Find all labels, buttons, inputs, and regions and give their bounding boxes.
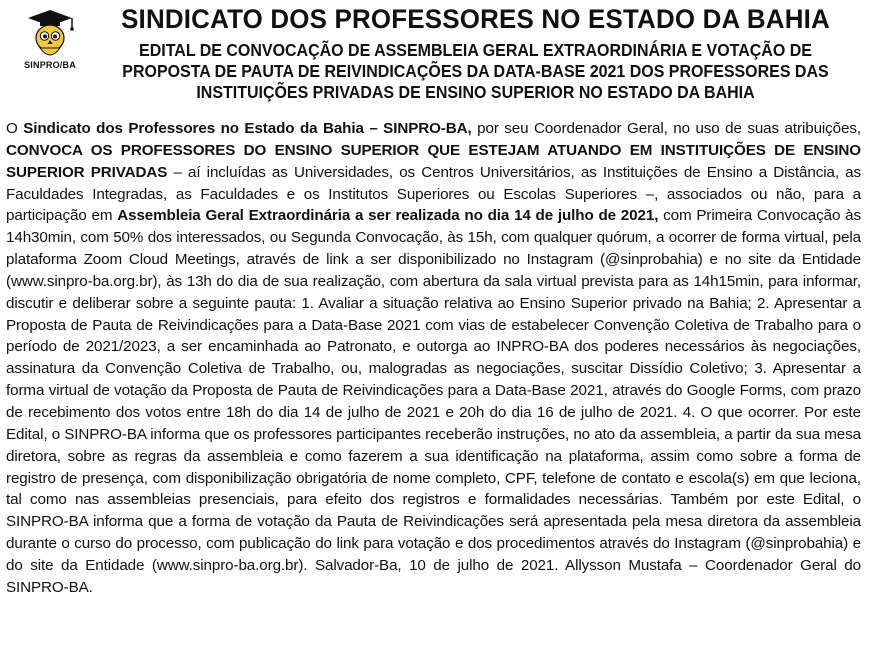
body-text: O bbox=[6, 120, 24, 137]
edital-body-text bbox=[6, 118, 861, 599]
body-bold-text: CONVOCA OS PROFESSORES DO ENSINO SUPERIOR QUE ESTEJAM ATUANDO EM INSTITUIÇÕES DE ENSINO SUPERIOR PRIVADAS bbox=[6, 141, 861, 181]
owl-mascot-icon bbox=[14, 8, 86, 62]
subtitle-line: EDITAL DE CONVOCAÇÃO DE ASSEMBLEIA GERAL EXTRAORDINÁRIA E VOTAÇÃO DE bbox=[139, 40, 812, 60]
body-text: por seu Coordenador Geral, no uso de suas atribuições, bbox=[471, 120, 861, 137]
body-text: com Primeira Convocação às 14h30min, com 50% dos interessados, ou Segunda Convocação, às 15h, com qualquer quórum, a ocorrer de forma virtual, pela plataforma Zoom Cloud Meetings, através de link a ser disponibilizado no Instagram (@sinprobahia) e no site da Entidade (www.sinpro-ba.org.br), às 13h do dia de sua realização, com abertura da sala virtual prevista para as 14h15min, para informar, discutir e deliberar sobre a seguinte pauta: 1. Avaliar a situação relativa ao Ensino Superior privado na Bahia; 2. Apresentar a Proposta de Pauta de Reivindicações para a Data-Base 2021 com vias de estabelecer Convenção Coletiva de Trabalho para o período de 2021/2023, a ser encaminhada ao Patronato, e outorga ao INPRO-BA dos poderes necessários às negociações, assinatura da Convenção Coletiva de Trabalho, ou, malogradas as negociações, suscitar Dissídio Coletivo; 3. Apresentar a forma virtual de votação da Proposta de Pauta de Reivindicações para a Data-Base 2021, através do Google Forms, com prazo de recebimento dos votos entre 18h do dia 14 de julho de 2021 e 20h do dia 16 de julho de 2021. 4. O que ocorrer. Por este Edital, o SINPRO-BA informa que os professores participantes receberão instruções, no ato da assembleia, a partir da sua mesa diretora, sobre as regras da assembleia e como fazerem a sua identificação na plataforma, assim como sobre a forma de registro de presença, com disponibilização obrigatória de nome completo, CPF, telefone de contato e escola(s) em que leciona, tal como nas assembleias presenciais, para efeito dos registros e formalidades necessárias. Também por este Edital, o SINPRO-BA informa que a forma de votação da Pauta de Reivindicações será apresentada pela mesa diretora da assembleia durante o curso do processo, com publicação do link para votação e dos procedimentos através do Instagram (@sinprobahia) e do site da Entidade (www.sinpro-ba.org.br). Salvador-Ba, 10 de julho de 2021. Allysson Mustafa – Coordenador Geral do SINPRO-BA. bbox=[6, 207, 861, 596]
subtitle-line: PROPOSTA DE PAUTA DE REIVINDICAÇÕES DA DATA-BASE 2021 DOS PROFESSORES DAS bbox=[122, 61, 829, 81]
logo-caption: SINPRO/BA bbox=[24, 60, 76, 70]
edital-subtitle bbox=[115, 40, 836, 103]
body-bold-text: Sindicato dos Professores no Estado da Bahia – SINPRO-BA, bbox=[23, 120, 472, 137]
page-title: SINDICATO DOS PROFESSORES NO ESTADO DA BAHIA bbox=[121, 4, 830, 34]
sinpro-logo bbox=[14, 8, 86, 76]
subtitle-line: INSTITUIÇÕES PRIVADAS DE ENSINO SUPERIOR NO ESTADO DA BAHIA bbox=[196, 82, 755, 102]
body-text: – aí incluídas as Universidades, os Centros Universitários, as Instituições de Ensino a Distância, as Faculdades Integradas, as Faculdades e os Institutos Superiores ou Escolas Superiores –, associados ou não, para a participação em bbox=[6, 163, 861, 225]
body-bold-text: Assembleia Geral Extraordinária a ser realizada no dia 14 de julho de 2021, bbox=[117, 207, 659, 225]
